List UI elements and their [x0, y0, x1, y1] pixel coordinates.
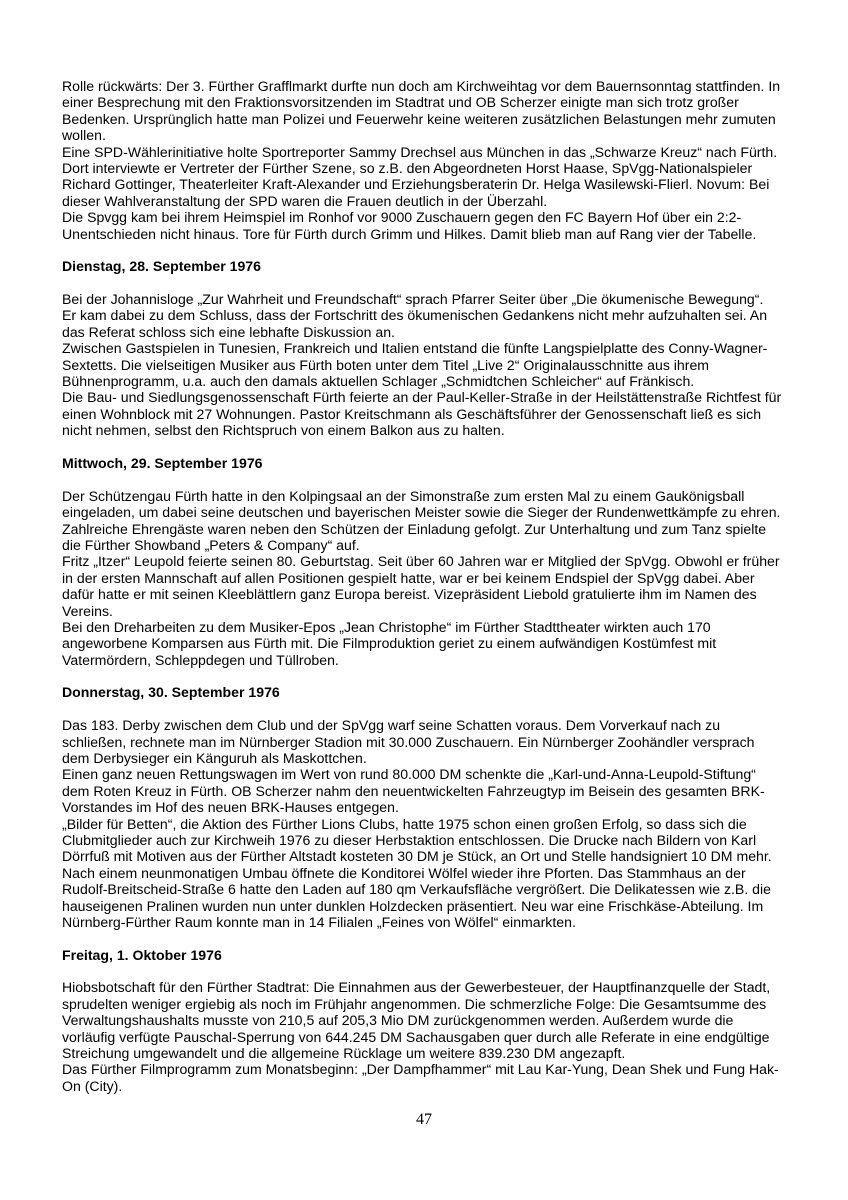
text-line: Das Fürther Filmprogramm zum Monatsbeginn: „Der Dampfhammer“ mit Lau Kar-Yung, Dean Shek und Fung Hak- — [62, 1061, 779, 1078]
text-line: Zahlreiche Ehrengäste waren neben den Schützen der Einladung gefolgt. Zur Unterhaltung und zum Tanz spielte — [62, 520, 767, 537]
text-line: eingeladen, um dabei seine deutschen und bayerischen Meister sowie die Sieger der Rundenwettkämpfe zu ehren. — [62, 504, 781, 521]
text-line: Der Schützengau Fürth hatte in den Kolpingsaal an der Simonstraße zum ersten Mal zu einem Gaukönigsball — [62, 487, 745, 504]
text-line: Die Spvgg kam bei ihrem Heimspiel im Ronhof vor 9000 Zuschauern gegen den FC Bayern Hof über ein 2:2- — [62, 209, 742, 226]
text-line: On (City). — [62, 1077, 123, 1094]
continued-entry — [62, 78, 832, 242]
news-item — [62, 291, 832, 340]
text-line: Fritz „Itzer“ Leupold feierte seinen 80. Geburtstag. Seit über 60 Jahren war er Mitglied der SpVgg. Obwohl er früher — [62, 553, 780, 570]
news-item — [62, 619, 832, 668]
text-line: wollen. — [62, 127, 106, 144]
day-section — [62, 258, 832, 438]
text-line: Dörrfuß mit Motiven aus der Fürther Altstadt kosteten 30 DM je Stück, an Ort und Stelle handsigniert 10 DM mehr. — [62, 848, 772, 865]
text-line: „Bilder für Betten“, die Aktion des Fürther Lions Clubs, hatte 1975 schon einen großen Erfolg, so dass sich die — [62, 815, 747, 832]
news-item — [62, 1061, 832, 1094]
text-line: einen Wohnblock mit 27 Wohnungen. Pastor Kreitschmann als Geschäftsführer der Genossenschaft ließ es sich — [62, 405, 762, 422]
text-line: Streichung umgewandelt und die allgemeine Rücklage um weitere 839.230 DM angezapft. — [62, 1045, 626, 1062]
news-item — [62, 717, 832, 766]
text-line: Rudolf-Breitscheid-Straße 6 hatte den Laden auf 180 qm Verkaufsfläche vergrößert. Die Delikatessen wie z.B. die — [62, 881, 771, 898]
text-line: Vorstandes im Hof des neuen BRK-Hauses entgegen. — [62, 799, 399, 816]
text-line: Nach einem neunmonatigen Umbau öffnete die Konditorei Wölfel wieder ihre Pforten. Das Stammhaus an der — [62, 864, 746, 881]
news-item — [62, 389, 832, 438]
text-line: Das 183. Derby zwischen dem Club und der SpVgg warf seine Schatten voraus. Dem Vorverkauf nach zu — [62, 717, 721, 734]
text-line: Bei der Johannisloge „Zur Wahrheit und Freundschaft“ sprach Pfarrer Seiter über „Die ökumenische Bewegung“. — [62, 291, 764, 308]
day-heading: Dienstag, 28. September 1976 — [62, 258, 261, 275]
news-item — [62, 209, 832, 242]
text-line: Verwaltungshaushalts musste von 210,5 auf 205,3 Mio DM zurückgenommen werden. Außerdem wurde die — [62, 1012, 734, 1029]
text-line: Richard Gottinger, Theaterleiter Kraft-Alexander und Erziehungsberaterin Dr. Helga Wasilewski-Flierl. Novum: Bei — [62, 176, 770, 193]
day-section — [62, 947, 832, 1095]
text-line: angeworbene Komparsen aus Fürth mit. Die Filmproduktion geriet zu einem aufwändigen Kostümfest mit — [62, 635, 717, 652]
text-line: Dort interviewte er Vertreter der Fürther Szene, so z.B. den Abgeordneten Horst Haase, SpVgg-Nationalspieler — [62, 159, 753, 176]
news-item — [62, 553, 832, 619]
text-line: Bedenken. Ursprünglich hatte man Polizei und Feuerwehr keine weiteren zusätzlichen Belastungen mehr zumuten — [62, 110, 776, 127]
text-line: Vereins. — [62, 602, 113, 619]
text-line: dem Roten Kreuz in Fürth. OB Scherzer nahm den neuentwickelten Fahrzeugtyp im Beisein des gesamten BRK- — [62, 782, 765, 799]
page-content — [62, 78, 832, 1094]
text-line: dafür hatte er mit seinen Kleeblättlern ganz Europa bereist. Vizepräsident Liebold gratulierte ihm im Namen des — [62, 586, 757, 603]
text-line: Bei den Dreharbeiten zu dem Musiker-Epos „Jean Christophe“ im Fürther Stadttheater wirkten auch 170 — [62, 618, 711, 635]
text-line: Unentschieden nicht hinaus. Tore für Fürth durch Grimm und Hilkes. Damit blieb man auf Rang vier der Tabelle. — [62, 225, 757, 242]
text-line: Clubmitglieder auch zur Kirchweih 1976 zu dieser Herbstaktion entschlossen. Die Drucke nach Bildern von Karl — [62, 831, 757, 848]
news-item — [62, 816, 832, 865]
news-item — [62, 488, 832, 554]
text-line: hauseigenen Pralinen wurden nun unter dunklen Holzdecken präsentiert. Neu war eine Frischkäse-Abteilung. Im — [62, 897, 764, 914]
text-line: nicht nehmen, selbst den Richtspruch von einem Balkon aus zu halten. — [62, 422, 505, 439]
text-line: dieser Wahlveranstaltung der SPD waren die Frauen deutlich in der Überzahl. — [62, 192, 548, 209]
text-line: Die Bau- und Siedlungsgenossenschaft Fürth feierte an der Paul-Keller-Straße in der Heilstättenstraße Richtfest für — [62, 389, 782, 406]
text-line: Eine SPD-Wählerinitiative holte Sportreporter Sammy Drechsel aus München in das „Schwarze Kreuz“ nach Fürth. — [62, 143, 778, 160]
day-section — [62, 455, 832, 668]
text-line: einer Besprechung mit den Fraktionsvorsitzenden im Stadtrat und OB Scherzer einigte man sich trotz großer — [62, 94, 739, 111]
text-line: Nürnberg-Fürther Raum konnte man in 14 Filialen „Feines von Wölfel“ einmarkten. — [62, 913, 576, 930]
news-item — [62, 766, 832, 815]
news-item — [62, 144, 832, 210]
text-line: Sextetts. Die vielseitigen Musiker aus Fürth boten unter dem Titel „Live 2“ Originalausschnitte aus ihrem — [62, 356, 710, 373]
page-number: 47 — [416, 1111, 432, 1128]
text-line: Er kam dabei zu dem Schluss, dass der Fortschritt des ökumenischen Gedankens nicht mehr aufzuhalten sei. An — [62, 307, 768, 324]
day-heading: Donnerstag, 30. September 1976 — [62, 684, 280, 701]
text-line: Vatermördern, Schleppdegen und Tüllroben. — [62, 651, 339, 668]
text-line: Zwischen Gastspielen in Tunesien, Frankreich und Italien entstand die fünfte Langspielplatte des Conny-Wagner- — [62, 340, 768, 357]
text-line: Bühnenprogramm, u.a. auch den damals aktuellen Schlager „Schmidtchen Schleicher“ auf Fränkisch. — [62, 373, 695, 390]
news-item — [62, 979, 832, 1061]
news-item — [62, 865, 832, 931]
text-line: Hiobsbotschaft für den Fürther Stadtrat: Die Einnahmen aus der Gewerbesteuer, der Hauptfinanzquelle der Stadt, — [62, 979, 771, 996]
text-line: die Fürther Showband „Peters & Company“ auf. — [62, 536, 360, 553]
text-line: das Referat schloss sich eine lebhafte Diskussion an. — [62, 323, 395, 340]
text-line: Einen ganz neuen Rettungswagen im Wert von rund 80.000 DM schenkte die „Karl-und-Anna-Leupold-Stiftung“ — [62, 766, 756, 783]
day-heading: Mittwoch, 29. September 1976 — [62, 454, 263, 471]
day-section — [62, 684, 832, 930]
text-line: in der ersten Mannschaft auf allen Positionen gespielt hatte, war er bei keinem Endspiel der SpVgg dabei. Aber — [62, 569, 755, 586]
text-line: sprudelten weniger ergiebig als noch im Frühjahr angenommen. Die schmerzliche Folge: Die Gesamtsumme des — [62, 995, 767, 1012]
text-line: dem Derbysieger ein Känguruh als Maskottchen. — [62, 750, 367, 767]
text-line: Rolle rückwärts: Der 3. Fürther Grafflmarkt durfte nun doch am Kirchweihtag vor dem Bauernsonntag stattfinden. In — [62, 78, 781, 94]
news-item — [62, 340, 832, 389]
text-line: schließen, rechnete man im Nürnberger Stadion mit 30.000 Zuschauern. Ein Nürnberger Zoohändler versprach — [62, 733, 755, 750]
text-line: vorläufig verfügte Pauschal-Sperrung von 644.245 DM Sachausgaben quer durch alle Referate in eine endgültige — [62, 1028, 770, 1045]
day-heading: Freitag, 1. Oktober 1976 — [62, 946, 222, 963]
news-item — [62, 78, 832, 144]
